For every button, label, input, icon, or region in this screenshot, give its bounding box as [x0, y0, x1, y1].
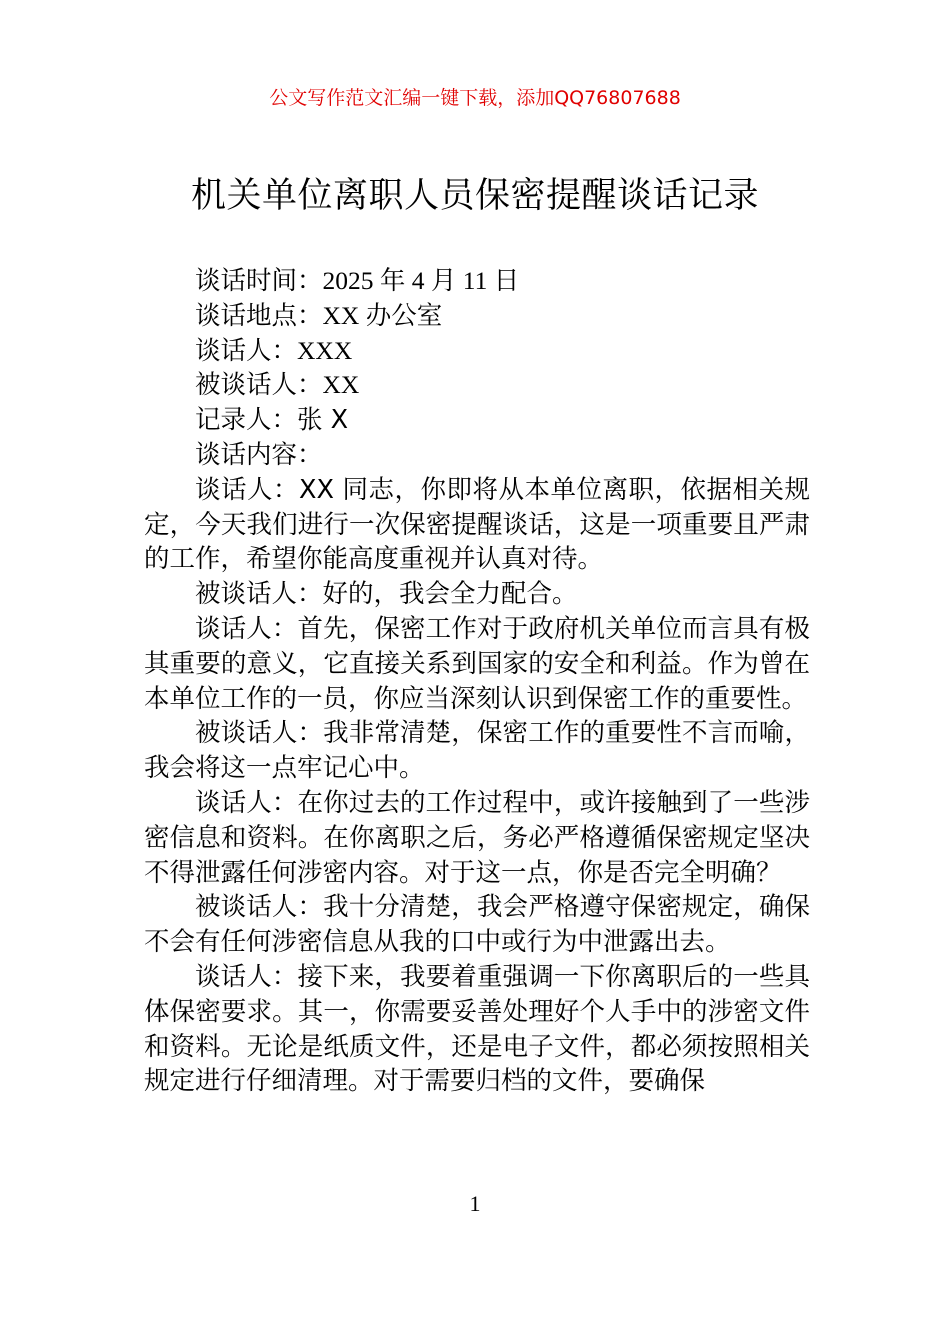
meta-recorder — [144, 403, 810, 438]
document-body — [144, 264, 810, 1099]
dialogue-paragraph: 被谈话人：我十分清楚，我会严格遵守保密规定，确保不会有任何涉密信息从我的口中或行为中泄露出去。 — [144, 892, 810, 958]
meta-value: XX — [322, 370, 360, 400]
meta-label: 谈话地点： — [195, 300, 323, 331]
meta-value: XX 办公室 — [322, 300, 443, 330]
page-number: 1 — [469, 1191, 481, 1216]
meta-label: 记录人： — [195, 405, 298, 436]
meta-interviewee — [144, 368, 810, 403]
meta-talk-time — [144, 264, 810, 299]
meta-interviewer — [144, 334, 810, 369]
meta-value: 2025 年 4 月 11 日 — [322, 266, 520, 295]
meta-label: 谈话内容： — [195, 439, 323, 470]
meta-value: 张 X — [297, 405, 349, 436]
dialogue-paragraph: 被谈话人：好的，我会全力配合。 — [195, 579, 578, 610]
meta-label: 被谈话人： — [195, 370, 323, 401]
meta-label: 谈话时间： — [195, 266, 323, 296]
meta-label: 谈话人： — [195, 335, 298, 366]
dialogue-paragraph: 被谈话人：我非常清楚，保密工作的重要性不言而喻，我会将这一点牢记心中。 — [144, 718, 810, 784]
dialogue-paragraph: 谈话人：XX 同志，你即将从本单位离职，依据相关规定，今天我们进行一次保密提醒谈话，这是一项重要且严肃的工作，希望你能高度重视并认真对待。 — [144, 474, 810, 575]
document-title: 机关单位离职人员保密提醒谈话记录 — [190, 176, 759, 216]
dialogue-paragraph: 谈话人：在你过去的工作过程中，或许接触到了一些涉密信息和资料。在你离职之后，务必严格遵循保密规定坚决不得泄露任何涉密内容。对于这一点，你是否完全明确？ — [144, 787, 810, 888]
meta-talk-location — [144, 299, 810, 334]
meta-talk-content — [144, 438, 810, 473]
meta-value: XXX — [297, 335, 353, 365]
header-banner: 公文写作范文汇编一键下载，添加QQ76807688 — [269, 87, 681, 109]
dialogue-paragraph: 谈话人：接下来，我要着重强调一下你离职后的一些具体保密要求。其一，你需要妥善处理好个人手中的涉密文件和资料。无论是纸质文件，还是电子文件，都必须按照相关规定进行仔细清理。对于需要归档的文件，要确保 — [144, 961, 810, 1097]
dialogue-paragraph: 谈话人：首先，保密工作对于政府机关单位而言具有极其重要的意义，它直接关系到国家的安全和利益。作为曾在本单位工作的一员，你应当深刻认识到保密工作的重要性。 — [144, 613, 810, 714]
